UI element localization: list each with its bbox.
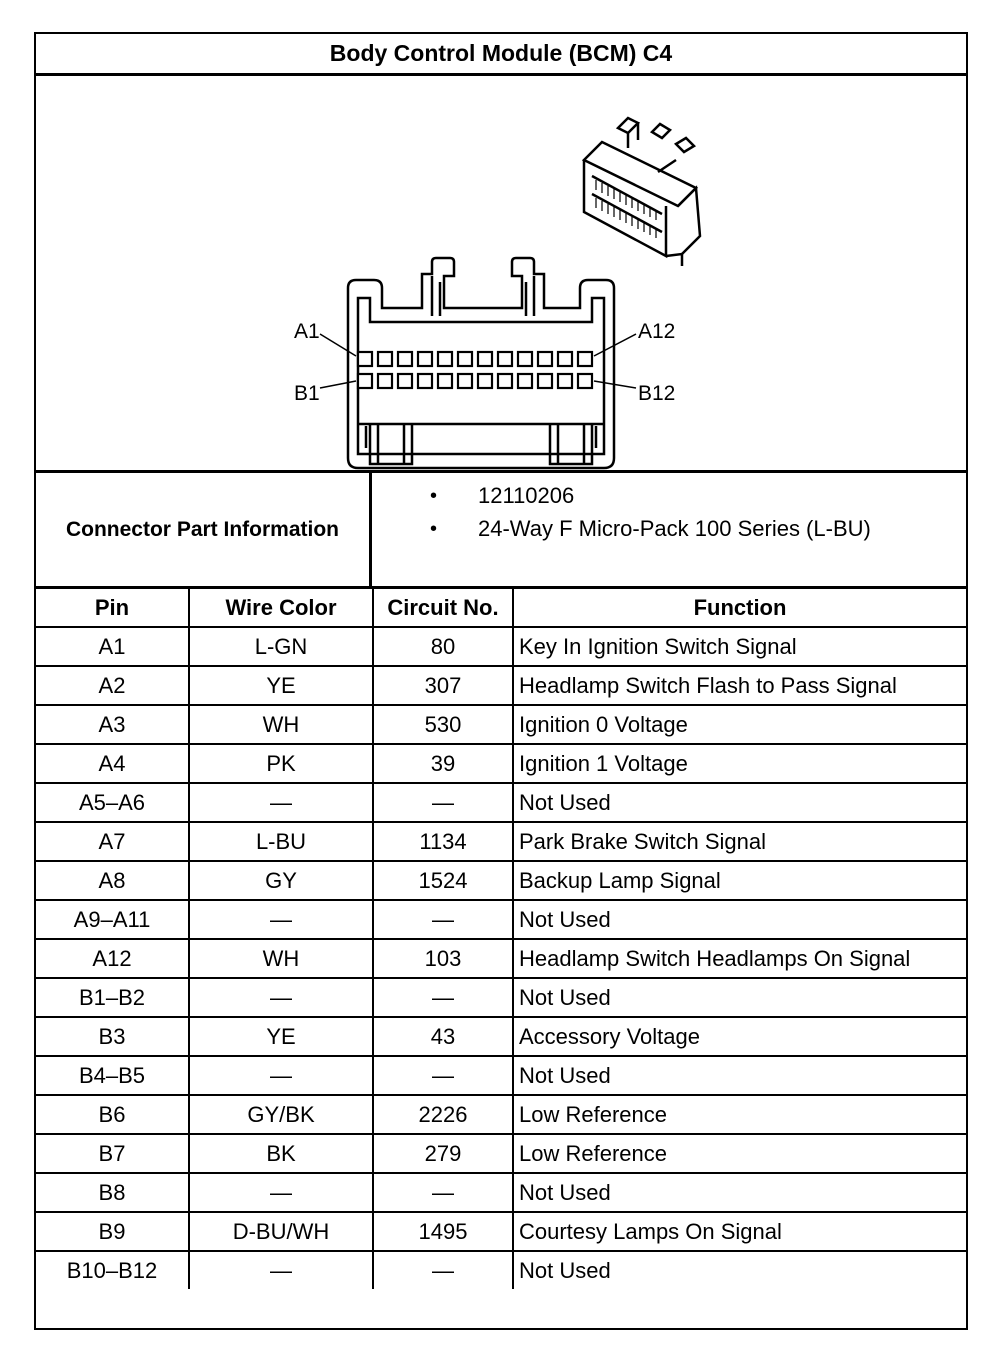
label-b12: B12 (638, 382, 676, 405)
cell-circuit: 2226 (373, 1095, 513, 1134)
cell-wire-color: — (189, 978, 373, 1017)
cell-function: Courtesy Lamps On Signal (513, 1212, 966, 1251)
cell-pin: B8 (36, 1173, 189, 1212)
cell-circuit: — (373, 1173, 513, 1212)
cell-pin: B4–B5 (36, 1056, 189, 1095)
part-number: 12110206 (478, 483, 575, 508)
bullet-icon: • (430, 517, 438, 540)
header-pin: Pin (36, 589, 189, 627)
cell-pin: B1–B2 (36, 978, 189, 1017)
cell-circuit: 1524 (373, 861, 513, 900)
cell-function: Low Reference (513, 1134, 966, 1173)
cell-function: Headlamp Switch Flash to Pass Signal (513, 666, 966, 705)
cell-function: Not Used (513, 1173, 966, 1212)
cell-circuit: 1495 (373, 1212, 513, 1251)
table-row (36, 1056, 966, 1095)
cell-function: Backup Lamp Signal (513, 861, 966, 900)
cell-pin: A2 (36, 666, 189, 705)
bullet-icon: • (430, 484, 438, 507)
cell-pin: A8 (36, 861, 189, 900)
cell-wire-color: L-BU (189, 822, 373, 861)
cell-wire-color: GY/BK (189, 1095, 373, 1134)
connector-part-info-label: Connector Part Information (36, 473, 372, 586)
cell-circuit: 530 (373, 705, 513, 744)
cell-circuit: 279 (373, 1134, 513, 1173)
cell-circuit: — (373, 783, 513, 822)
connector-diagram (36, 76, 966, 472)
cell-wire-color: BK (189, 1134, 373, 1173)
cell-circuit: 1134 (373, 822, 513, 861)
cell-pin: A12 (36, 939, 189, 978)
cell-function: Not Used (513, 783, 966, 822)
header-circuit: Circuit No. (373, 589, 513, 627)
connector-description: 24-Way F Micro-Pack 100 Series (L-BU) (478, 516, 871, 541)
cell-pin: B9 (36, 1212, 189, 1251)
table-row (36, 1134, 966, 1173)
cell-wire-color: PK (189, 744, 373, 783)
cell-circuit: 43 (373, 1017, 513, 1056)
cell-circuit: 39 (373, 744, 513, 783)
connector-face-illustration (36, 76, 966, 472)
cell-function: Headlamp Switch Headlamps On Signal (513, 939, 966, 978)
cell-function: Not Used (513, 900, 966, 939)
label-a1: A1 (294, 320, 320, 343)
cell-wire-color: — (189, 1251, 373, 1289)
table-row (36, 744, 966, 783)
table-row (36, 1212, 966, 1251)
cell-function: Low Reference (513, 1095, 966, 1134)
header-wire-color: Wire Color (189, 589, 373, 627)
cell-wire-color: YE (189, 1017, 373, 1056)
cell-wire-color: GY (189, 861, 373, 900)
pinout-table (36, 589, 966, 1289)
connector-part-info (36, 470, 966, 589)
cell-wire-color: YE (189, 666, 373, 705)
cell-pin: A4 (36, 744, 189, 783)
header-function: Function (513, 589, 966, 627)
cell-pin: A9–A11 (36, 900, 189, 939)
cell-pin: B3 (36, 1017, 189, 1056)
label-a12: A12 (638, 320, 676, 343)
cell-circuit: 307 (373, 666, 513, 705)
table-row (36, 861, 966, 900)
cell-wire-color: — (189, 1173, 373, 1212)
cell-pin: B10–B12 (36, 1251, 189, 1289)
page-title: Body Control Module (BCM) C4 (36, 34, 966, 76)
table-row (36, 900, 966, 939)
cell-wire-color: D-BU/WH (189, 1212, 373, 1251)
table-row (36, 627, 966, 666)
table-row (36, 1173, 966, 1212)
cell-circuit: — (373, 978, 513, 1017)
cell-wire-color: — (189, 783, 373, 822)
table-row (36, 783, 966, 822)
connector-part-info-list (372, 473, 966, 586)
table-row (36, 1251, 966, 1289)
cell-function: Ignition 1 Voltage (513, 744, 966, 783)
cell-circuit: 103 (373, 939, 513, 978)
connector-isometric-pins (596, 180, 656, 238)
cell-circuit: 80 (373, 627, 513, 666)
cell-function: Ignition 0 Voltage (513, 705, 966, 744)
connector-description-item (430, 516, 871, 542)
cell-pin: A7 (36, 822, 189, 861)
table-row (36, 1017, 966, 1056)
cell-function: Not Used (513, 978, 966, 1017)
cell-pin: B6 (36, 1095, 189, 1134)
connector-sheet (34, 32, 968, 1330)
cell-wire-color: WH (189, 939, 373, 978)
cell-circuit: — (373, 1251, 513, 1289)
cell-wire-color: WH (189, 705, 373, 744)
cell-function: Not Used (513, 1056, 966, 1095)
cell-function: Key In Ignition Switch Signal (513, 627, 966, 666)
cell-pin: A1 (36, 627, 189, 666)
table-row (36, 822, 966, 861)
cell-pin: A5–A6 (36, 783, 189, 822)
cell-pin: A3 (36, 705, 189, 744)
cell-circuit: — (373, 1056, 513, 1095)
part-number-item (430, 483, 574, 509)
cell-wire-color: — (189, 1056, 373, 1095)
cell-function: Accessory Voltage (513, 1017, 966, 1056)
table-header-row (36, 589, 966, 627)
table-row (36, 666, 966, 705)
connector-cavities (358, 352, 592, 388)
cell-wire-color: L-GN (189, 627, 373, 666)
cell-circuit: — (373, 900, 513, 939)
table-row (36, 1095, 966, 1134)
table-row (36, 705, 966, 744)
label-b1: B1 (294, 382, 320, 405)
cell-pin: B7 (36, 1134, 189, 1173)
table-row (36, 978, 966, 1017)
cell-function: Park Brake Switch Signal (513, 822, 966, 861)
cell-wire-color: — (189, 900, 373, 939)
table-row (36, 939, 966, 978)
cell-function: Not Used (513, 1251, 966, 1289)
